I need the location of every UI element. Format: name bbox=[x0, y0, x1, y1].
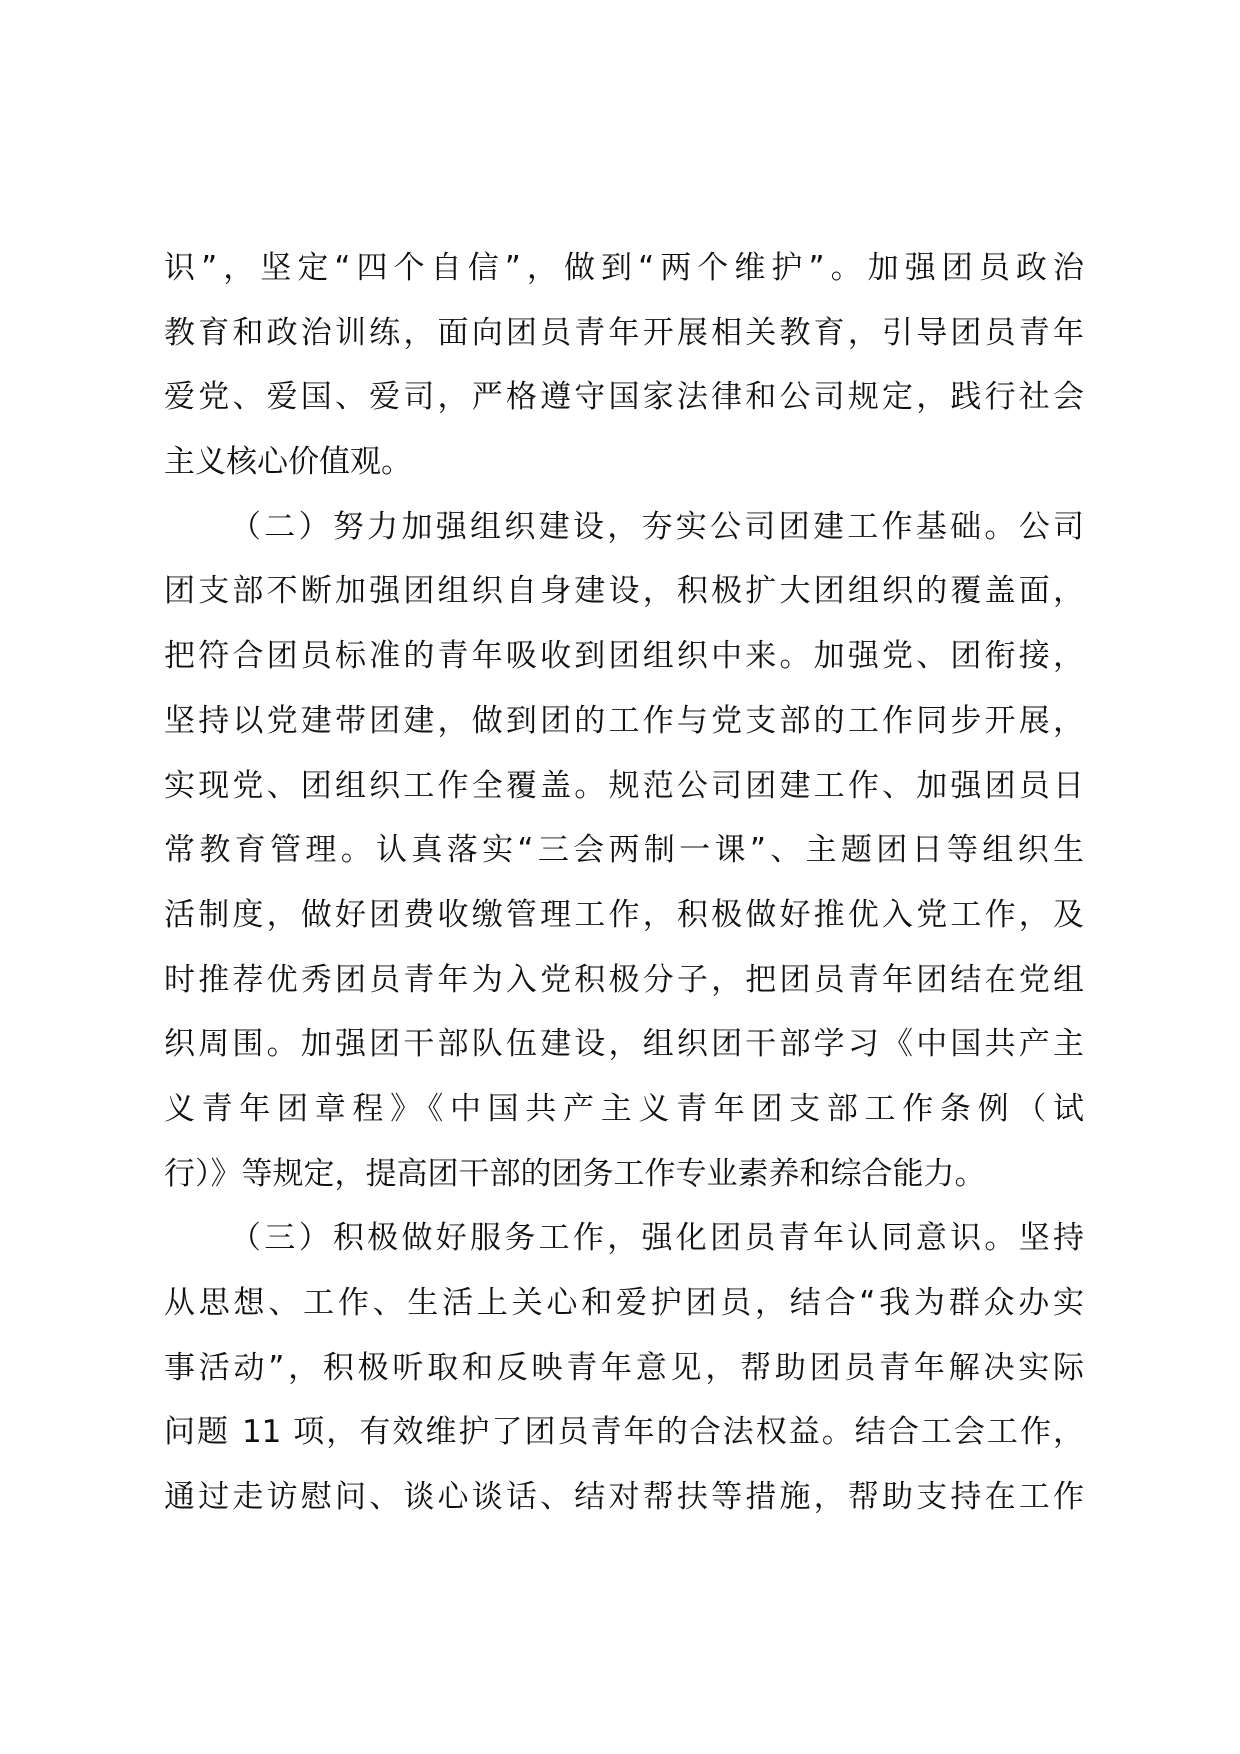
text-line: 织周围。加强团干部队伍建设，组织团干部学习《中国共产主 bbox=[164, 1026, 1084, 1063]
text-line: 义青年团章程》《中国共产主义青年团支部工作条例（试 bbox=[164, 1090, 1084, 1127]
text-line: 实现党、团组织工作全覆盖。规范公司团建工作、加强团员日 bbox=[164, 767, 1084, 804]
text-line: 爱党、爱国、爱司，严格遵守国家法律和公司规定，践行社会 bbox=[164, 379, 1084, 416]
text-line: 时推荐优秀团员青年为入党积极分子，把团员青年团结在党组 bbox=[164, 961, 1084, 998]
text-line: 问题 11 项，有效维护了团员青年的合法权益。结合工会工作， bbox=[164, 1414, 1084, 1451]
text-line: 坚持以党建带团建，做到团的工作与党支部的工作同步开展， bbox=[164, 702, 1084, 739]
section-heading-line: （三）积极做好服务工作，强化团员青年认同意识。坚持 bbox=[230, 1220, 1084, 1257]
text-line: 行）》等规定，提高团干部的团务工作专业素养和综合能力。 bbox=[164, 1155, 986, 1192]
text-line: 主义核心价值观。 bbox=[164, 444, 412, 481]
text-line: 教育和政治训练，面向团员青年开展相关教育，引导团员青年 bbox=[164, 314, 1084, 351]
body-text bbox=[164, 236, 1084, 1530]
section-heading-line: （二）努力加强组织建设，夯实公司团建工作基础。公司 bbox=[230, 508, 1084, 545]
text-line: 活制度，做好团费收缴管理工作，积极做好推优入党工作，及 bbox=[164, 896, 1084, 933]
text-line: 识”，坚定“四个自信”，做到“两个维护”。加强团员政治 bbox=[164, 250, 1084, 286]
text-line: 常教育管理。认真落实“三会两制一课”、主题团日等组织生 bbox=[164, 832, 1084, 869]
text-line: 通过走访慰问、谈心谈话、结对帮扶等措施，帮助支持在工作 bbox=[164, 1479, 1084, 1516]
text-line: 团支部不断加强团组织自身建设，积极扩大团组织的覆盖面， bbox=[164, 573, 1084, 610]
text-line: 把符合团员标准的青年吸收到团组织中来。加强党、团衔接， bbox=[164, 638, 1084, 675]
text-line: 从思想、工作、生活上关心和爱护团员，结合“我为群众办实 bbox=[164, 1285, 1084, 1321]
text-line: 事活动”，积极听取和反映青年意见，帮助团员青年解决实际 bbox=[164, 1349, 1084, 1386]
